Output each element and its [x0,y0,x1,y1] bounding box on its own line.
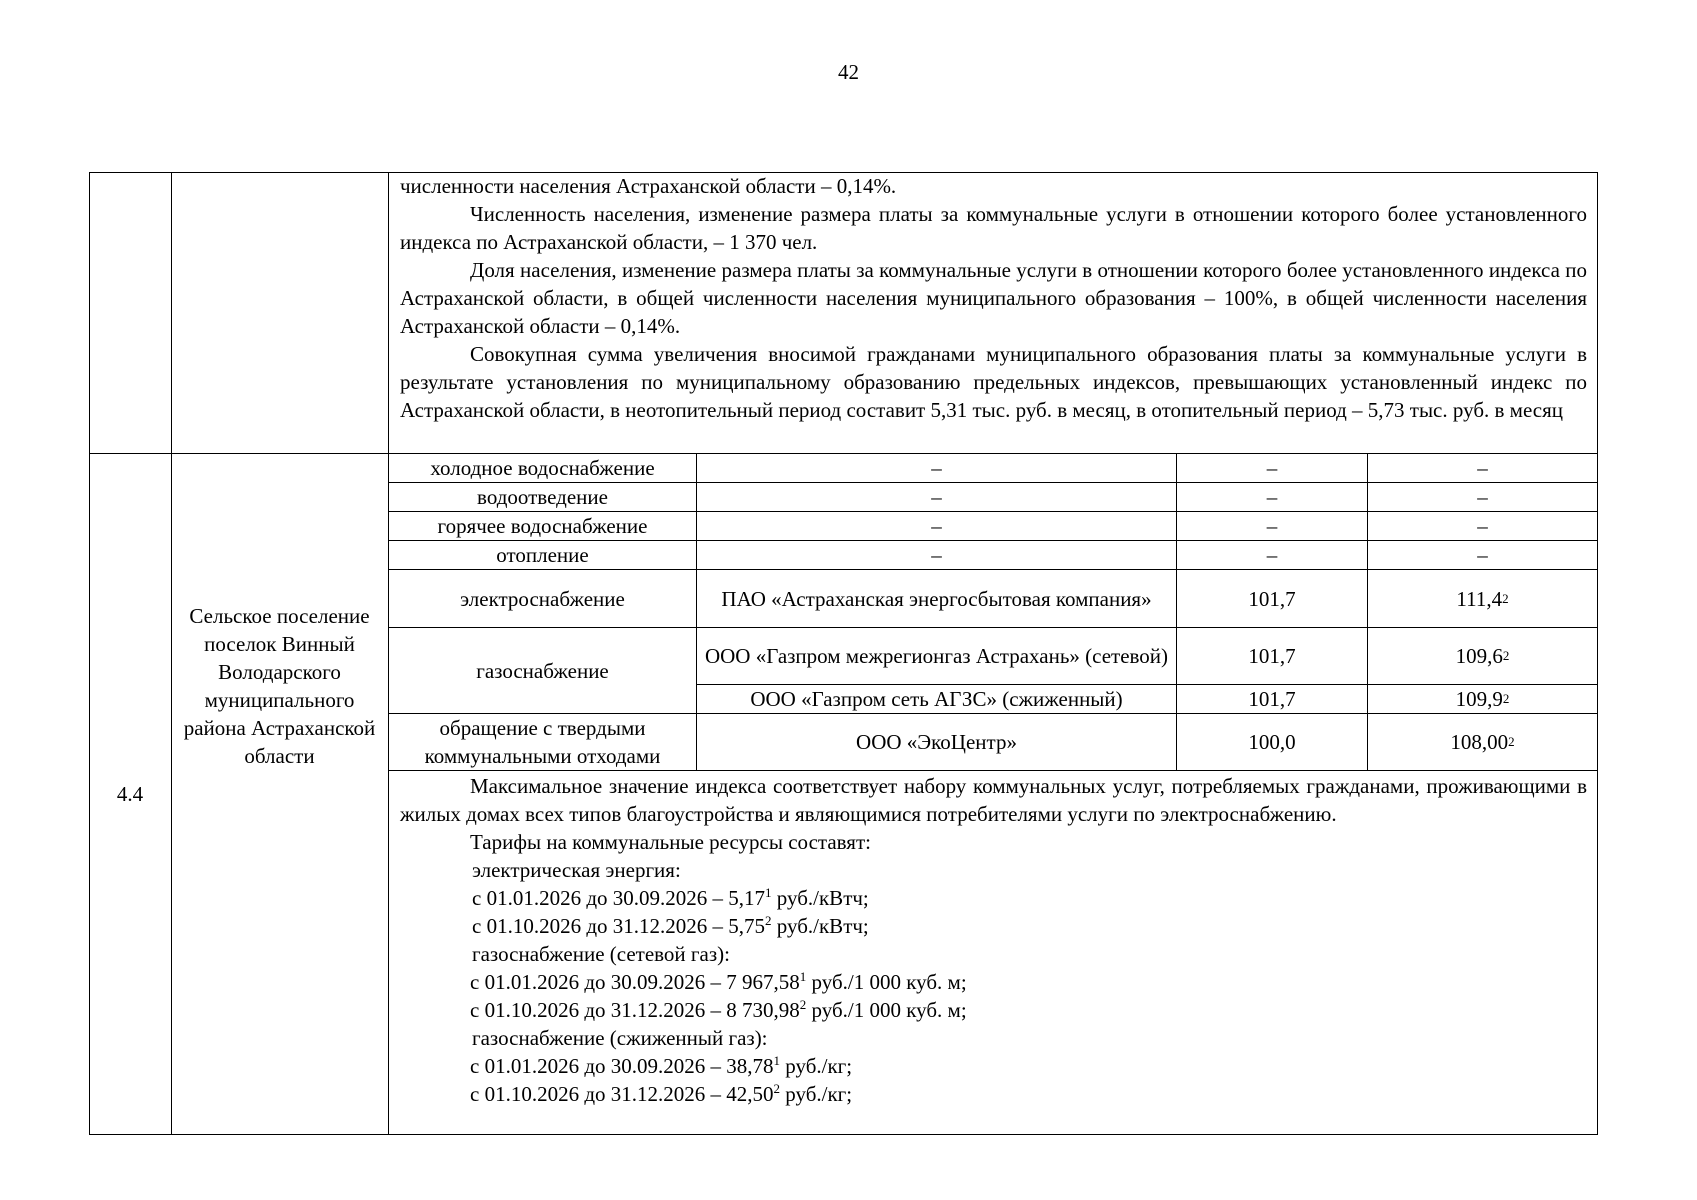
service-name: электроснабжение [460,586,625,611]
max-index-value: – [1477,456,1488,480]
tariff-line: с 01.10.2026 до 31.12.2026 – 42,50$^2$ руб./кг; [470,1081,853,1106]
max-index-value: 109,6 2 [1455,644,1510,668]
tariff-line: с 01.01.2026 до 30.09.2026 – 7 967,58$^1$ руб./1 000 куб. м; [470,969,967,994]
row-divider [388,770,1598,771]
service-name: газоснабжение [476,658,609,683]
service-name: водоотведение [477,485,608,509]
tariff-line: с 01.01.2026 до 30.09.2026 – 38,78$^1$ руб./кг; [470,1053,853,1078]
tariff-line: с 01.10.2026 до 31.12.2026 – 8 730,98$^2$ руб./1 000 куб. м; [470,997,967,1022]
max-index-number: 111,4 [1456,586,1503,611]
continuation-paragraph: Доля населения, изменение размера платы за коммунальные услуги в отношении которого более установленного индекса по Астраханской области, в общей численности населения муниципального образования – 100%, в общей численности населения Астраханской области – 0,14%. [400,258,1587,338]
index-value: 101,7 [1248,586,1296,611]
max-index-number: 109,9 [1455,687,1503,711]
max-index-value: 111,4 2 [1456,586,1509,611]
tariff-line: газоснабжение (сжиженный газ): [472,1026,768,1050]
table-border-bottom [89,1134,1598,1135]
provider-name: ООО «Газпром межрегионгаз Астрахань» (сетевой) [704,644,1169,668]
page-number: 42 [838,60,859,84]
continuation-paragraph: численности населения Астраханской области – 0,14%. [400,174,897,198]
index-value: – [1266,543,1278,567]
provider-name: – [931,456,942,480]
index-value: 101,7 [1248,644,1296,668]
max-index-value: 108,00 2 [1450,730,1515,754]
service-name: отопление [496,543,589,567]
municipal-index-table [89,172,1598,1135]
continuation-text [400,172,1587,424]
provider-name: ООО «Газпром сеть АГЗС» (сжиженный) [750,687,1123,711]
provider-name: ПАО «Астраханская энергосбытовая компания» [721,586,1152,611]
continuation-paragraph: Численность населения, изменение размера платы за коммунальные услуги в отношении которого более установленного индекса по Астраханской области, – 1 370 чел. [400,202,1587,254]
section-number: 4.4 [116,782,144,806]
index-value: 101,7 [1248,687,1296,711]
index-value: – [1266,514,1278,538]
tariff-line: с 01.10.2026 до 31.12.2026 – 5,75$^2$ руб./кВтч; [472,913,869,938]
max-index-value: – [1477,543,1488,567]
service-name: холодное водоснабжение [430,456,655,480]
max-index-number: 109,6 [1455,644,1503,668]
municipality-name: Сельское поселение поселок Винный Володарского муниципального района Астраханской области [183,604,376,768]
provider-name: ООО «ЭкоЦентр» [856,730,1017,754]
provider-name: – [931,514,942,538]
index-value: – [1266,485,1278,509]
tariff-line: с 01.01.2026 до 30.09.2026 – 5,17$^1$ руб./кВтч; [472,885,869,910]
max-index-value: – [1477,485,1488,509]
index-value: – [1266,456,1278,480]
max-index-number: 108,00 [1450,730,1509,754]
index-value: 100,0 [1248,730,1296,754]
column-divider-1 [171,172,172,1135]
index-note [400,772,1587,1108]
tariffs-intro: Тарифы на коммунальные ресурсы составят: [470,830,871,854]
note-paragraph: Максимальное значение индекса соответствует набору коммунальных услуг, потребляемых гражданами, проживающими в жилых домах всех типов благоустройства и являющимися потребителями услуги по электроснабжению. [400,774,1587,826]
max-index-value: – [1477,514,1488,538]
continuation-paragraph: Совокупная сумма увеличения вносимой гражданами муниципального образования платы за коммунальные услуги в результате установления по муниципальному образованию предельных индексов, превышающих установленный индекс по Астраханской области, в неотопительный период составит 5,31 тыс. руб. в месяц, в отопительный период – 5,73 тыс. руб. в месяц [400,342,1587,422]
max-index-value: 109,9 2 [1455,687,1510,711]
tariff-line: электрическая энергия: [472,858,681,882]
service-name: горячее водоснабжение [437,514,648,538]
provider-name: – [931,543,942,567]
table-border-right [1597,172,1598,1135]
service-name: обращение с твердыми коммунальными отходами [424,716,661,768]
provider-name: – [931,485,942,509]
tariff-line: газоснабжение (сетевой газ): [472,942,730,966]
